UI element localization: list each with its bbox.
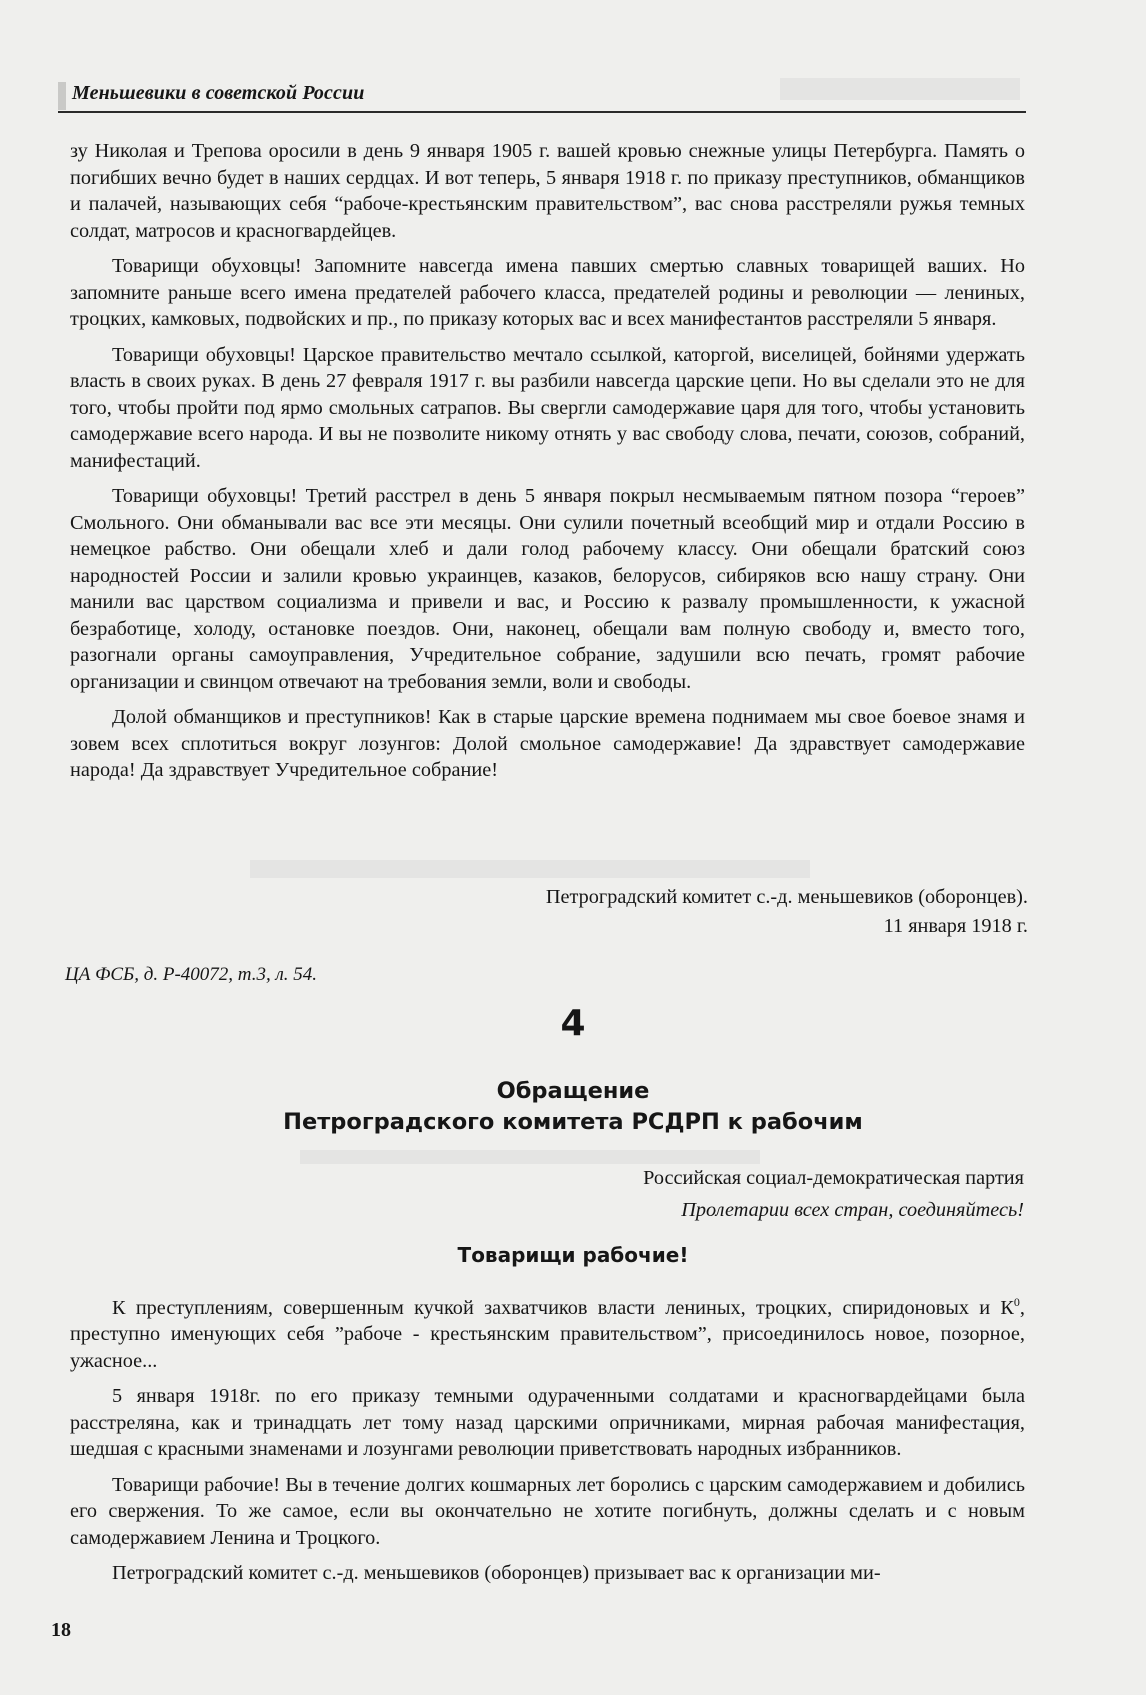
signature-date: 11 января 1918 г. — [883, 915, 1028, 937]
superscript: 0 — [1013, 1295, 1020, 1309]
running-title: Меньшевики в советской России — [72, 82, 365, 104]
signature-line: Петроградский комитет с.-д. меньшевиков (оборонцев). — [545, 886, 1028, 908]
appeal-text — [70, 1289, 1025, 1596]
bleed-through-shadow — [300, 1150, 760, 1164]
paragraph-text: К преступлениям, совершенным кучкой захватчиков власти лениных, троцких, спиридоновых и К — [112, 1296, 1014, 1319]
document-title-line: Петроградского комитета РСДРП к рабочим — [283, 1109, 863, 1135]
archive-reference: ЦА ФСБ, д. Р-40072, т.3, л. 54. — [65, 964, 318, 985]
paragraph: 5 января 1918г. по его приказу темными одураченными солдатами и красногвардейцами была расстреляна, как и тринадцать лет тому назад царскими опричниками, мирная рабочая манифестация, шедшая с красными знаменами и лозунгами революции приветствовать народных избранников. — [70, 1385, 1025, 1461]
document-number: 4 — [560, 1003, 586, 1044]
paragraph: Петроградский комитет с.-д. меньшевиков (оборонцев) призывает вас к организации ми- — [112, 1562, 881, 1585]
paragraph: зу Николая и Трепова оросили в день 9 января 1905 г. вашей кровью снежные улицы Петербурга. Память о погибших вечно будет в наших сердцах. И вот теперь, 5 января 1918 г. по приказу преступников, обманщиков и палачей, называющих себя “рабоче-крестьянским правительством”, вас снова расстреляли ружья темных солдат, матросов и красногвардейцев. — [70, 140, 1025, 242]
running-header — [58, 82, 1026, 112]
paragraph: Долой обманщиков и преступников! Как в старые царские времена поднимаем мы свое боевое знамя и зовем всех сплотиться вокруг лозунгов: Долой смольное самодержавие! Да здравствует самодержавие народа! Да здравствует Учредительное собрание! — [70, 706, 1025, 781]
party-name: Российская социал-демократическая партия — [643, 1167, 1024, 1189]
party-slogan: Пролетарии всех стран, соединяйтесь! — [681, 1199, 1024, 1221]
paragraph: Товарищи обуховцы! Третий расстрел в день 5 января покрыл несмываемым пятном позора “героев” Смольного. Они обманывали вас все эти месяцы. Они сулили почетный всеобщий мир и отдали Россию в немецкое рабство. Они обещали хлеб и дали голод рабочему классу. Они обещали братский союз народностей России и залили кровью украинцев, казаков, белорусов, сибиряков всю нашу страну. Они манили вас царством социализма и привели и вас, и Россию к развалу промышленности, к ужасной безработице, холоду, остановке поездов. Они, наконец, обещали вам полную свободу и, вместо того, разогнали органы самоуправления, Учредительное собрание, задушили всю печать, громят рабочие организации и свинцом отвечают на требования земли, воли и свободы. — [70, 485, 1025, 693]
document-title — [0, 1076, 1146, 1138]
page-number: 18 — [51, 1619, 71, 1641]
document-title-line: Обращение — [496, 1078, 650, 1104]
paragraph: Товарищи обуховцы! Запомните навсегда имена павших смертью славных товарищей ваших. Но запомните раньше всего имена предателей рабочего класса, предателей родины и революции — лениных, троцких, камковых, подвойских и пр., по приказу которых вас и всех манифестантов расстреляли 5 января. — [70, 255, 1025, 330]
paragraph-text: , преступно именующих себя ”рабоче - крестьянским правительством”, присоединилось новое, позорное, ужасное... — [70, 1296, 1025, 1372]
bleed-through-shadow — [250, 860, 810, 878]
paragraph: Товарищи рабочие! Вы в течение долгих кошмарных лет боролись с царским самодержавием и добились его свержения. То же самое, если вы окончательно не хотите погибнуть, должны сделать и с новым самодержавием Ленина и Троцкого. — [70, 1473, 1025, 1549]
paragraph: Товарищи обуховцы! Царское правительство мечтало ссылкой, каторгой, виселицей, бойнями удержать власть в своих руках. В день 27 февраля 1917 г. вы разбили навсегда царские цепи. Но вы сделали это не для того, чтобы пройти под ярмо смольных сатрапов. Вы свергли самодержавие царя для того, чтобы установить самодержавие всего народа. И вы не позволите никому отнять у вас свободу слова, печати, союзов, собраний, манифестаций. — [70, 343, 1025, 472]
header-shade-mark — [58, 82, 66, 110]
appeal-greeting: Товарищи рабочие! — [457, 1243, 689, 1267]
paragraph — [70, 1289, 1025, 1374]
previous-document-text — [70, 138, 1025, 793]
header-rule — [58, 111, 1026, 113]
